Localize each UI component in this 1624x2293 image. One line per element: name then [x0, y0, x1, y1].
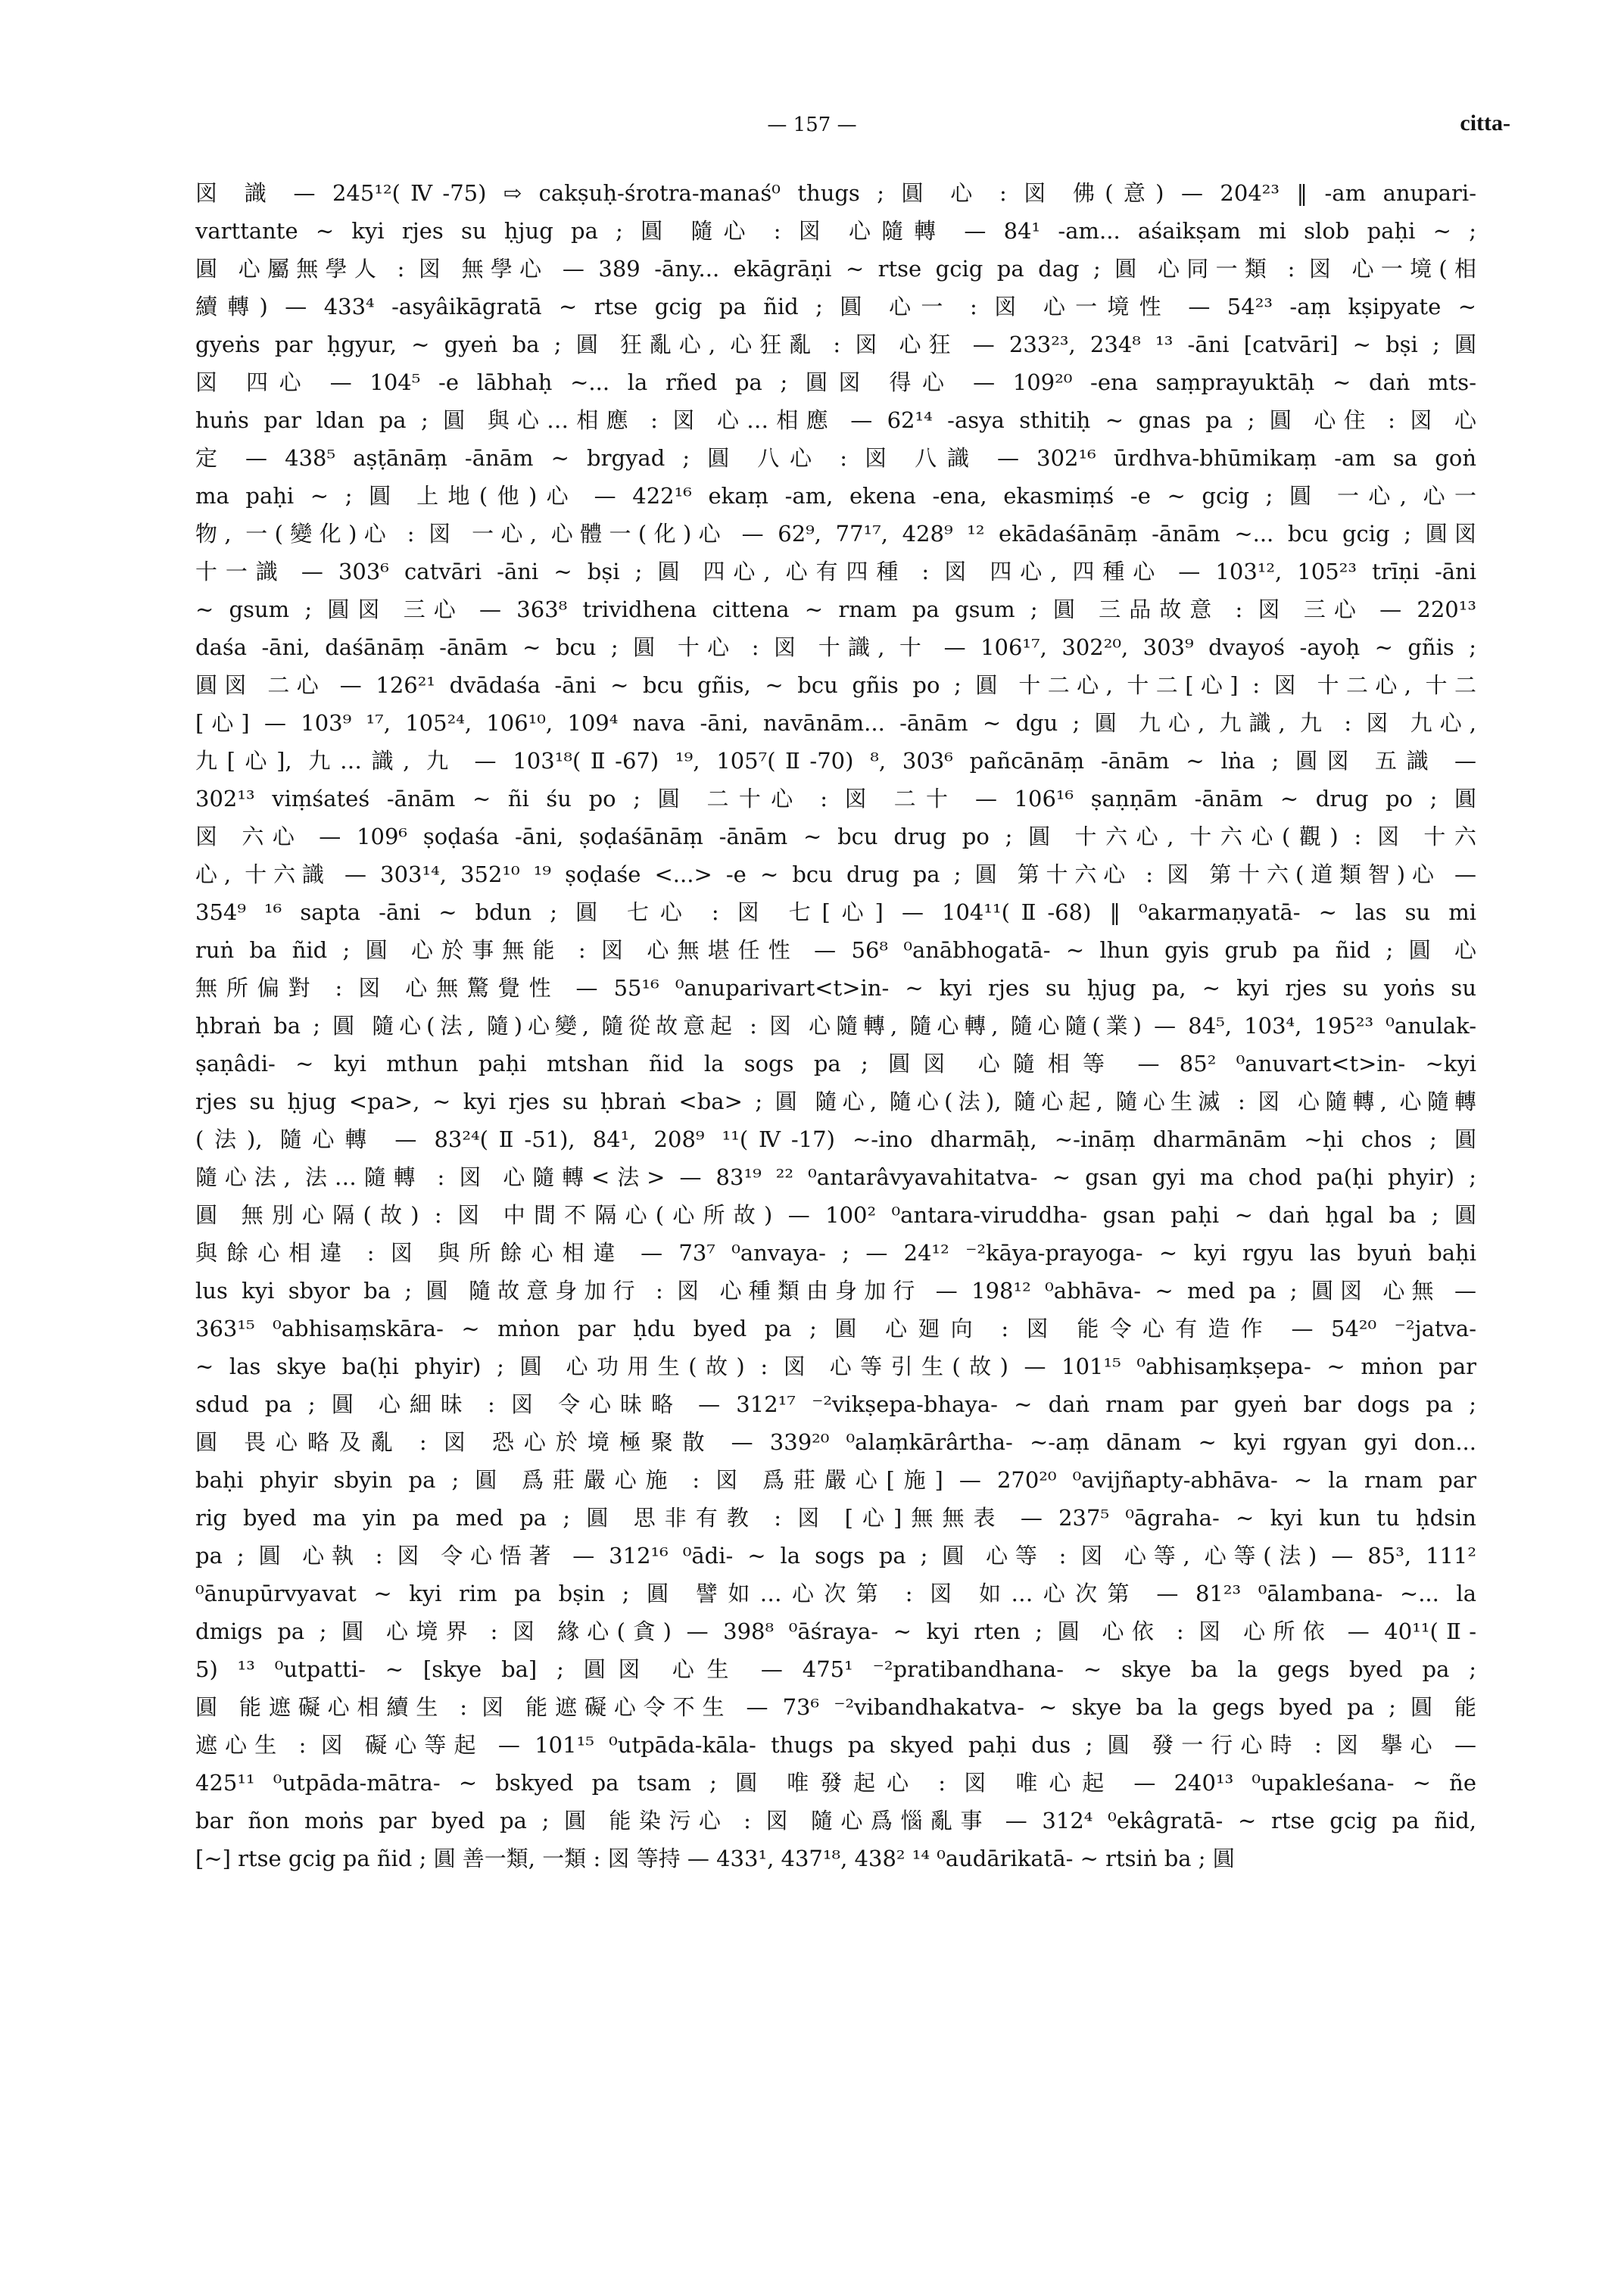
text-line: 圓 能遮礙心相續生 : 図 能遮礙心令不生 — 73⁶ ⁻²vibandhakatva- ∼ skye ba la gegs byed pa ; 圓 能 — [195, 1694, 1476, 1720]
text-line: 遮心生 : 図 礙心等起 — 101¹⁵ ⁰utpāda-kāla- thugs pa skyed paḥi dus ; 圓 發一行心時 : 図 擧心 — — [195, 1732, 1476, 1758]
text-line: dmigs pa ; 圓 心境界 : 図 緣心(貪) — 398⁸ ⁰āśraya- ∼ kyi rten ; 圓 心依 : 図 心所依 — 40¹¹(Ⅱ- — [195, 1618, 1476, 1644]
text-line: 隨心法, 法…隨轉 : 図 心隨轉<法> — 83¹⁹ ²² ⁰antarâvyavahitatva- ∼ gsan gyi ma chod pa(ḥi phyir) ; — [195, 1164, 1476, 1190]
text-line: 図 識 — 245¹²(Ⅳ-75) ⇨ cakṣuḥ-śrotra-manaś⁰ thugs ; 圓 心 : 図 佛(意) — 204²³ ‖ -am anupari- — [195, 180, 1476, 206]
text-line: huṅs par ldan pa ; 圓 與心…相應 : 図 心…相應 — 62¹⁴ -asya sthitiḥ ∼ gnas pa ; 圓 心住 : 図 心 — [195, 407, 1476, 433]
text-line: 物, 一(變化)心 : 図 一心, 心體一(化)心 — 62⁹, 77¹⁷, 428⁹ ¹² ekādaśānāṃ -ānām ∼... bcu gcig ; 圓図 — [195, 521, 1476, 547]
text-line: bar ñon moṅs par byed pa ; 圓 能染污心 : 図 隨心爲惱亂事 — 312⁴ ⁰ekâgratā- ∼ rtse gcig pa ñid, — [195, 1808, 1476, 1833]
text-line: 定 — 438⁵ aṣṭānāṃ -ānām ∼ brgyad ; 圓 八心 : 図 八識 — 302¹⁶ ūrdhva-bhūmikaṃ -am sa goṅ — [195, 445, 1476, 471]
text-line: 圓 畏心略及亂 : 図 恐心於境極聚散 — 339²⁰ ⁰alaṃkārârtha- ∼-aṃ dānam ∼ kyi rgyan gyi don... — [195, 1429, 1476, 1455]
text-line: (法), 隨心轉 — 83²⁴(Ⅱ-51), 84¹, 208⁹ ¹¹(Ⅳ-17) ∼-ino dharmāḥ, ∼-ināṃ dharmānām ∼ḥi chos ; 圓 — [195, 1126, 1476, 1152]
text-line: 5) ¹³ ⁰utpatti- ∼ [skye ba] ; 圓図 心生 — 475¹ ⁻²pratibandhana- ∼ skye ba la gegs byed pa ; — [195, 1656, 1476, 1682]
text-line: [∼] rtse gcig pa ñid ; 圓 善一類, 一類 : 図 等持 — 433¹, 437¹⁸, 438² ¹⁴ ⁰audārikatā- ∼ rtsiṅ ba ; 圓 — [195, 1846, 1235, 1871]
text-line: 圓 心屬無學人 : 図 無學心 — 389 -āny... ekāgrāṇi ∼ rtse gcig pa dag ; 圓 心同一類 : 図 心一境(相 — [195, 256, 1476, 282]
text-line: 425¹¹ ⁰utpāda-mātra- ∼ bskyed pa tsam ; 圓 唯發起心 : 図 唯心起 — 240¹³ ⁰upakleśana- ∼ ñe — [195, 1770, 1476, 1796]
text-line: ∼ las skye ba(ḥi phyir) ; 圓 心功用生(故) : 図 心等引生(故) — 101¹⁵ ⁰abhisaṃkṣepa- ∼ mṅon par — [195, 1354, 1476, 1379]
text-line: 354⁹ ¹⁶ sapta -āni ∼ bdun ; 圓 七心 : 図 七[心] — 104¹¹(Ⅱ-68) ‖ ⁰akarmaṇyatā- ∼ las su mi — [195, 899, 1476, 925]
text-line: 心, 十六識 — 303¹⁴, 352¹⁰ ¹⁹ ṣoḍaśe <...> -e ∼ bcu drug pa ; 圓 第十六心 : 図 第十六(道類智)心 — — [195, 861, 1476, 887]
text-line: baḥi phyir sbyin pa ; 圓 爲莊嚴心施 : 図 爲莊嚴心[施] — 270²⁰ ⁰avijñapty-abhāva- ∼ la rnam par — [195, 1467, 1476, 1493]
text-line: ⁰ānupūrvyavat ∼ kyi rim pa bṣin ; 圓 譬如…心次第 : 図 如…心次第 — 81²³ ⁰ālambana- ∼... la — [195, 1581, 1476, 1606]
text-line: 図 六心 — 109⁶ ṣoḍaśa -āni, ṣoḍaśānāṃ -ānām ∼ bcu drug po ; 圓 十六心, 十六心(觀) : 図 十六 — [195, 824, 1476, 849]
text-line: 無所偏對 : 図 心無驚覺性 — 55¹⁶ ⁰anuparivart<t>in- ∼ kyi rjes su ḥjug pa, ∼ kyi rjes su yoṅs su — [195, 975, 1476, 1001]
text-line: 與餘心相違 : 図 與所餘心相違 — 73⁷ ⁰anvaya- ; — 24¹² ⁻²kāya-prayoga- ∼ kyi rgyu las byuṅ baḥi — [195, 1240, 1476, 1266]
text-line: rjes su ḥjug <pa>, ∼ kyi rjes su ḥbraṅ <ba> ; 圓 隨心, 隨心(法), 隨心起, 隨心生滅 : 図 心隨轉, 心隨轉 — [195, 1089, 1476, 1114]
text-line: [心] — 103⁹ ¹⁷, 105²⁴, 106¹⁰, 109⁴ nava -āni, navānām... -ānām ∼ dgu ; 圓 九心, 九識, 九 : 図 九心, — [195, 710, 1476, 736]
text-line: ∼ gsum ; 圓図 三心 — 363⁸ trividhena cittena ∼ rnam pa gsum ; 圓 三品故意 : 図 三心 — 220¹³ — [195, 597, 1476, 622]
page-number: — 157 — — [767, 114, 857, 136]
text-line: ṣaṇâdi- ∼ kyi mthun paḥi mtshan ñid la sogs pa ; 圓図 心隨相等 — 85² ⁰anuvart<t>in- ∼kyi — [195, 1051, 1476, 1076]
text-line: lus kyi sbyor ba ; 圓 隨故意身加行 : 図 心種類由身加行 — 198¹² ⁰abhāva- ∼ med pa ; 圓図 心無 — — [195, 1278, 1476, 1304]
text-line: ma paḥi ∼ ; 圓 上地(他)心 — 422¹⁶ ekaṃ -am, ekena -ena, ekasmiṃś -e ∼ gcig ; 圓 一心, 心一 — [195, 483, 1476, 509]
text-line: 九[心], 九…識, 九 — 103¹⁸(Ⅱ-67) ¹⁹, 105⁷(Ⅱ-70) ⁸, 303⁶ pañcānāṃ -ānām ∼ lṅa ; 圓図 五識 — — [195, 748, 1476, 774]
text-line: daśa -āni, daśānāṃ -ānām ∼ bcu ; 圓 十心 : 図 十識, 十 — 106¹⁷, 302²⁰, 303⁹ dvayoś -ayoḥ ∼ gñis ; — [195, 634, 1476, 660]
text-line: sdud pa ; 圓 心細昧 : 図 令心昧略 — 312¹⁷ ⁻²vikṣepa-bhaya- ∼ daṅ rnam par gyeṅ bar dogs pa ; — [195, 1391, 1476, 1417]
text-line: gyeṅs par ḥgyur, ∼ gyeṅ ba ; 圓 狂亂心, 心狂亂 : 図 心狂 — 233²³, 234⁸ ¹³ -āni [catvāri] ∼ bṣi ; 圓 — [195, 332, 1476, 357]
text-line: 十一識 — 303⁶ catvāri -āni ∼ bṣi ; 圓 四心, 心有四種 : 図 四心, 四種心 — 103¹², 105²³ trīṇi -āni — [195, 559, 1476, 584]
text-line: 図 四心 — 104⁵ -e lābhaḥ ∼... la rñed pa ; 圓図 得心 — 109²⁰ -ena saṃprayuktāḥ ∼ daṅ mts- — [195, 369, 1476, 395]
dictionary-body — [195, 174, 1476, 1877]
text-line: ḥbraṅ ba ; 圓 隨心(法, 隨)心變, 隨從故意起 : 図 心隨轉, 隨心轉, 隨心隨(業) — 84⁵, 103⁴, 195²³ ⁰anulak- — [195, 1013, 1476, 1039]
text-line: 302¹³ viṃśateś -ānām ∼ ñi śu po ; 圓 二十心 : 図 二十 — 106¹⁶ ṣaṇṇām -ānām ∼ drug po ; 圓 — [195, 786, 1476, 812]
text-line: ruṅ ba ñid ; 圓 心於事無能 : 図 心無堪任性 — 56⁸ ⁰anābhogatā- ∼ lhun gyis grub pa ñid ; 圓 心 — [195, 937, 1476, 963]
text-line: 圓 無別心隔(故) : 図 中間不隔心(心所故) — 100² ⁰antara-viruddha- gsan paḥi ∼ daṅ ḥgal ba ; 圓 — [195, 1202, 1476, 1228]
text-line: 363¹⁵ ⁰abhisaṃskāra- ∼ mṅon par ḥdu byed pa ; 圓 心廻向 : 図 能令心有造作 — 54²⁰ ⁻²jatva- — [195, 1316, 1476, 1341]
text-line: 圓図 二心 — 126²¹ dvādaśa -āni ∼ bcu gñis, ∼ bcu gñis po ; 圓 十二心, 十二[心] : 図 十二心, 十二 — [195, 672, 1476, 698]
text-line: rig byed ma yin pa med pa ; 圓 思非有教 : 図 [心]無無表 — 237⁵ ⁰āgraha- ∼ kyi kun tu ḥdsin — [195, 1505, 1476, 1531]
text-line: varttante ∼ kyi rjes su ḥjug pa ; 圓 隨心 : 図 心隨轉 — 84¹ -am... aśaikṣam mi slob paḥi ∼ ; — [195, 218, 1476, 244]
running-head: citta- — [1460, 111, 1510, 136]
text-line: 續轉) — 433⁴ -asyâikāgratā ∼ rtse gcig pa ñid ; 圓 心一 : 図 心一境性 — 54²³ -aṃ kṣipyate ∼ — [195, 294, 1476, 319]
text-line: pa ; 圓 心執 : 図 令心悟著 — 312¹⁶ ⁰ādi- ∼ la sogs pa ; 圓 心等 : 図 心等, 心等(法) — 85³, 111² — [195, 1543, 1476, 1569]
